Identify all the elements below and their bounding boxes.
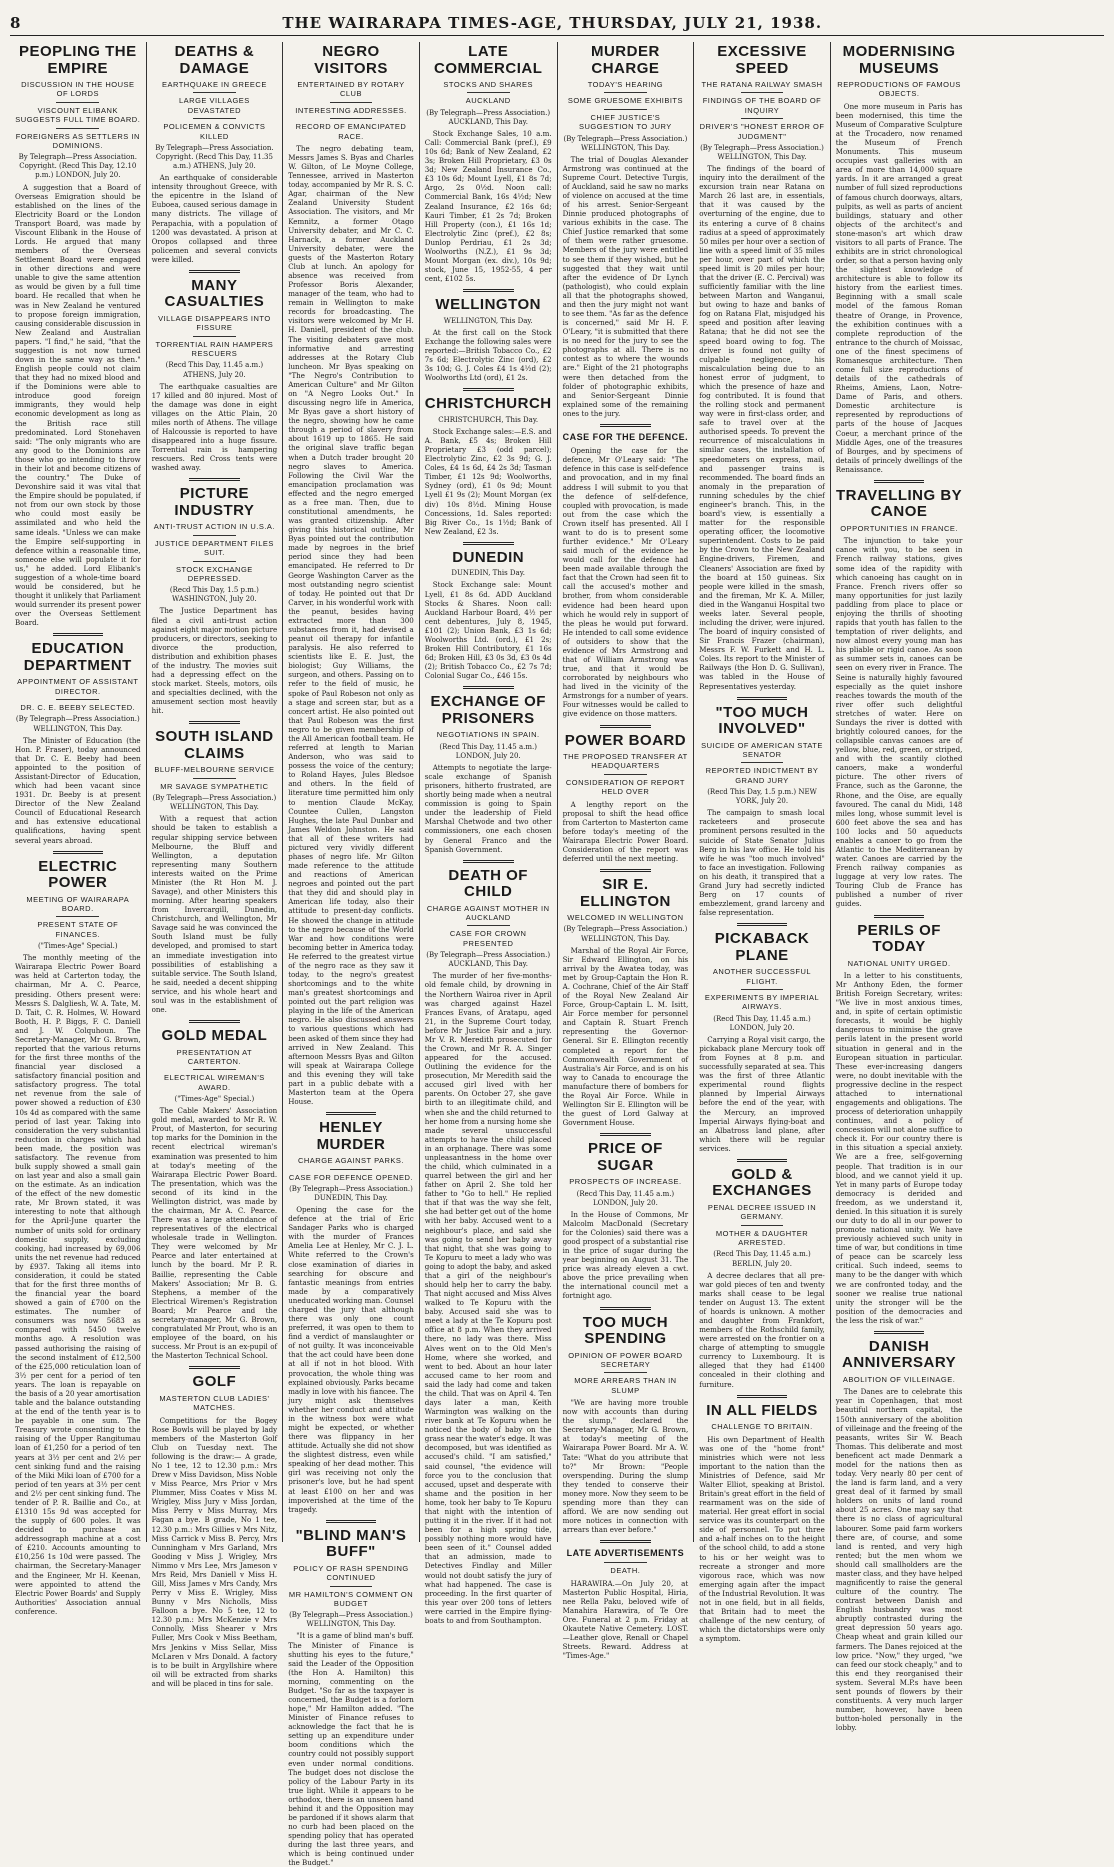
subheading: REPRODUCTIONS OF FAMOUS OBJECTS.	[837, 80, 961, 99]
subhead-divider	[193, 535, 236, 536]
subhead-divider	[193, 118, 236, 119]
headline: GOLF	[192, 1373, 237, 1391]
dateline: (Recd This Day, 1.5 p.m.) WASHINGTON, July 20.	[169, 586, 259, 604]
article-body: Opening the case for the defence, Mr O'Leary said: "The defence in this case is self-defence and provocation, and in my final address I will submit to you that the defence of self-defence, coupled with provocation, is made out from the case which the Crown itself has presented. All I want to do is to present some further evidence." Mr O'Leary said much of the evidence he would call for the defence had been made available through the fact that the Crown had seen fit to call the accused's mother and brother, from whom considerable evidence had been heard upon which he would rely in support of the pleas he would put forward. He intended to call some evidence of outsiders to show that the evidence of Mrs Armstrong and that of William Armstrong was true, and that it would be corroborated by neighbours who had lived in the vicinity of the Armstrongs for a number of years. Four witnesses would be called to give evidence on those matters.	[562, 446, 689, 719]
headline: PERILS OF TODAY	[857, 921, 941, 956]
article-divider	[326, 1112, 376, 1115]
article-divider	[463, 388, 514, 391]
article	[836, 480, 963, 909]
article-divider	[463, 289, 514, 292]
headline: MODERNISING MUSEUMS	[842, 43, 956, 77]
article-body: Competitions for the Bogey Rose Bowls will be played by lady members of the Masterton Golf Club on Tuesday next. The following is the draw:— A grade, No 1 tee, 12 to 12.30 p.m.: Mrs Drew v Miss Davidson, Miss Noble v Miss Pearce, Mrs Prior v Mrs Plummer, Miss Coates v Miss M. Wrigley, Miss Jury v Miss Jordan, Miss Perry v Miss Murray, Mrs Fagan a bye. B grade, No 1 tee, 12.30 p.m.: Mrs Gillies v Mrs Nitz, Miss Carrick v Miss B. Percy, Mrs Cunningham v Mrs Garland, Mrs Gooding v Miss J. Wrigley, Mrs Nimmo v Mrs Lee, Mrs Jameson v Mrs Reid, Mrs Daniell v Miss H. Gill, Miss James v Mrs Candy, Mrs Perry v Miss E. Wrigley, Miss Bunny v Mrs Nicholls, Miss Falloon a bye. No 5 tee, 12 to 12.30 p.m.: Mrs McKenzie v Mrs Connolly, Miss Shearer v Mrs Fuller, Mrs Cook v Miss Beetham, Mrs Jenkins v Miss Sellar, Miss McLaren v Mrs Donald. A factory is to be built in Argyllshire where oil will be extracted from sharks and will be placed in tins for sale.	[151, 1415, 278, 1688]
headline: DEATHS & DAMAGE	[174, 43, 255, 77]
subheading: DRIVER'S "HONEST ERROR OF JUDGMENT"	[699, 122, 825, 141]
article-divider	[53, 851, 103, 854]
headline: DEATH OF CHILD	[448, 866, 528, 901]
dateline: WELLINGTON, This Day.	[443, 316, 533, 325]
article-divider	[874, 915, 925, 918]
column-6	[694, 42, 831, 1644]
subheading: VISCOUNT ELIBANK SUGGESTS FULL TIME BOARD.	[15, 105, 141, 125]
subheading: MEETING OF WAIRARAPA BOARD.	[26, 894, 130, 913]
article-divider	[737, 1159, 787, 1162]
article	[425, 860, 552, 1625]
article-divider	[463, 542, 514, 545]
masthead	[10, 14, 1104, 36]
subheading: REPORTED INDICTMENT BY GRAND JURY	[705, 766, 819, 785]
headline: IN ALL FIELDS	[706, 1401, 818, 1419]
article	[288, 1520, 414, 1867]
headline: GOLD & EXCHANGES	[712, 1165, 812, 1200]
subheading: OPPORTUNITIES IN FRANCE.	[840, 523, 958, 533]
subheading: MASTERTON CLUB LADIES' MATCHES.	[159, 1393, 270, 1413]
article	[15, 851, 141, 1616]
subhead-divider	[56, 128, 99, 129]
headline: PRICE OF SUGAR	[587, 1140, 663, 1174]
article	[836, 44, 963, 474]
article-body: Stock Exchange sales:—E.S. and A. Bank, £5 4s; Broken Hill Proprietary £3 (odd parcel); Electrolytic Zinc, £2 3s 9d; G. J. Coles, £4 1s 6d, £4 2s 3d; Tasman Timber, £1 12s 9d; Woolworths, Sydney (ord), £1 0s 9d; Mount Lyell £1 9s (2); Mount Morgan (ex div) 10s 8½d. Mining House Concessions, 1d. Sales reported: Big River Co., 1s 1½d; Bank of New Zealand, £2 3s.	[424, 426, 552, 536]
article-divider	[737, 923, 787, 926]
article-body: The murder of her five-months-old female child, by drowning in the Northern Wairoa river in April was charged against Hazel Frances Evans, of Aratapu, aged 21, in the Supreme Court today, before Mr Justice Fair and a jury. Mr V. R. Meredith prosecuted for the Crown, and Mr R. A. Singer appeared for the accused. Outlining the evidence for the prosecution, Mr Meredith said the accused girl lived with her parents. On October 27, she gave birth to an illegitimate child, and when she and the child returned to her home from a nursing home she made several unsuccessful attempts to have the child placed in an orphanage. There was some unpleasantness in the home over the child, which culminated in a quarrel between the girl and her father on April 2. She told her father to "Go to hell." He replied that if that was the way she felt, she had better get out of the home with her baby. Accused went to a neighbour's place, and said she was going to send her baby away that night, that she was going to Te Kopuru to meet a lady who was going to adopt the baby, and asked that a girl of the neighbour's should help her to carry the baby. That night accused and Miss Alves walked to Te Kopuru with the baby. Accused said she was to meet a lady at the Te Kopuru post office at 8 p.m. When they arrived there, no lady was there. Miss Alves went on to the Old Men's Home, where she worked, and went to bed. About an hour later accused came to her room and said the lady had come and taken the child. That was on April 4. Ten days later a man, Keith Warmington was walking on the river bank at Te Kopuru when he noticed the body of baby on the grass near the water's edge. It was decomposed, but was identified as accused's child. "I am satisfied," said counsel, "the evidence will force you to the conclusion that accused, upset and desperate with shame and the position in her home, took her baby to Te Kopuru that night with the intention of putting it in the river. If it had not been for a high spring tide, possibly nothing more would have been seen of it." Counsel added that an admission, made to Detectives Findlay and Miller would not doubt satisfy the jury of what had happened. The case is proceeding. In the first quarter of this year over 200 tons of letters were carried in the Empire flying-boats to and from Southampton.	[424, 971, 552, 1625]
subheading: MOTHER & DAUGHTER ARRESTED.	[715, 1228, 809, 1248]
subheading: SUICIDE OF AMERICAN STATE SENATOR	[701, 740, 823, 759]
subheading: CHARGE AGAINST PARKS.	[297, 1156, 405, 1166]
subheading: SOME GRUESOME EXHIBITS	[567, 96, 683, 106]
subhead-divider	[330, 1169, 373, 1170]
dateline: CHRISTCHURCH, This Day.	[438, 415, 539, 424]
article	[425, 542, 552, 680]
article-body: The findings of the board of inquiry into the derailment of the excursion train near Ratana on March 26 last are, in essentials, that it was caused by the overturning of the engine, due to its entering a curve of 8 chains radius at a speed of approximately 50 miles per hour over a section of line with a speed limit of 35 miles per hour, over part of which the speed limit is 20 miles per hour; that the driver (E. C. Percival) was sufficiently familiar with the line between Marton and Wanganui, but owing to haze and banks of fog on Ratana Flat, misjudged his speed and position after leaving Ratana; that he did not see the speed board owing to fog. The driver is found not guilty of culpable negligence, his miscalculation being due to an honest error of judgment, to which the presence of haze and fog contributed. It is found that the rolling stock and permanent way were in first-class order, and safe to travel over at the authorised speeds. To prevent the recurrence of miscalculations in similar cases, the installation of speedometers on express, mail, and passenger trains is recommended. The board finds an anomaly in the preparation of running schedules by the chief engineer's branch. This, in the board's view, is essentially a matter for the responsible operating officer, the locomotive superintendent. Costs to be paid by the Crown to the New Zealand Engine-drivers, Firemen, and Cleaners' Association are fixed by the board at 150 guineas. Six people were killed in the smash, and the fireman, Mr K. A. Miller, died in the Wanganui Hospital two weeks later. Several people, including the driver, were injured. The board of inquiry consisted of Sir Francis Frazer (chairman), Messrs F. W. Furkett and H. L. Coles. Its report to the Minister of Railways (the Hon D. G. Sullivan), was tabled in the House of Representatives yesterday.	[699, 164, 825, 691]
dateline: (Recd This Day, 1.5 p.m.) NEW YORK, July 20.	[707, 788, 817, 806]
article-body: A suggestion that a Board of Overseas Emigration should be established on the lines of the Electricity Board or the London Transport Board, was made by Viscount Elibank in the House of Lords. He argued that many members of the Overseas Settlement Board were engaged in other directions and were unable to give the same attention as would be given by a full time board. He recalled that when he was in New Zealand he ventured to propose foreign immigration, causing considerable discussion in New Zealand and Australian papers. "I find," he said, "that the suggestion is not now turned down in the same way as then." English people could not claim that they had no mixed blood and if the Dominions were able to introduce good foreign immigrants, they would help economic development as long as the British race still predominated. Lord Stonehaven said: "The only migrants who are any good to the Dominions are those who go intending to throw in their lot and become citizens of the country." The Duke of Devonshire said it was vital that the Empire should be populated, if not from our own stock by those who could most easily be assimilated and who held the same ideals. "Unless we can make the Empire self-supporting in defence within a reasonable time, someone else will populate it for us," he added. Lord Elibank's suggestion of a whole-time board would be considered, but he thought it unlikely that Parliament would surrender its present power over the Overseas Settlement Board.	[15, 182, 141, 628]
article	[288, 1112, 414, 1514]
article	[15, 44, 141, 627]
article-body: "We are having more trouble now with accounts than during the slump," declared the Secretary-Manager, Mr G. Brown, at today's meeting of the Wairarapa Power Board. Mr A. W. Tate: "What do you attribute that to?" Mr Brown: "People overspending. During the slump they tended to conserve their money more. Now they seem to be spending more than they can afford. We are now sending out more notices in connection with arrears than ever before."	[562, 1398, 689, 1535]
subheading: WELCOMED IN WELLINGTON	[567, 913, 684, 923]
subhead-divider	[193, 561, 236, 562]
subheading: POLICEMEN & CONVICTS KILLED	[163, 122, 266, 141]
subhead-divider	[741, 118, 784, 119]
dateline: (Recd This Day, 11.45 a.m.) LONDON, July 20.	[439, 742, 537, 760]
subhead-divider	[330, 1586, 373, 1587]
subheading: FOREIGNERS AS SETTLERS IN DOMINIONS.	[15, 131, 140, 150]
article-body: With a request that action should be taken to establish a regular shipping service between Melbourne, the Bluff and Wellington, a deputation representing many Southern interests waited on the Prime Minister (the Rt Hon M. J. Savage), and other Ministers this morning. After hearing speakers from Invercargill, Dunedin, Christchurch, and Wellington, Mr Savage said he was convinced the South Island must be fully developed, and promised to start an immediate investigation into possibilities of establishing a suitable service. The South Island, he said, needed a decent shipping service, and his whole heart and soul was in the establishment of one.	[151, 814, 278, 1014]
dateline: (By Telegraph—Press Association.) WELLINGTON, This Day.	[563, 925, 688, 943]
article-body: Stock Exchange Sales, 10 a.m. Call: Commercial Bank (pref.), £9 10s 6d; Bank of New Zealand, £2 3s; Broken Hill Proprietary, £3 0s 3d; New Zealand Insurance Co., £3 10s 6d; Mount Lyell, £1 8s 7d; Argo, 2s 0½d. Noon call: Commercial Bank, 16s 4½d; New Zealand Insurance, £2 16s 6d; Kauri Timber, £1 2s 7d; Broken Hill Property (con.), £1 16s 1d; Electrolytic Zinc (pref.), £2 8s; Dunlop Perdriau, £1 2s 3d; Woolworths (N.Z.), £1 9s 3d; Mount Morgan (ex. div.), 10s 9d; stock, June 15, 1952-55, 4 per cent, £102 5s.	[424, 128, 552, 284]
headline: TRAVELLING BY CANOE	[835, 486, 963, 521]
subheading: ANOTHER SUCCESSFUL FLIGHT.	[712, 967, 812, 986]
article	[699, 923, 825, 1153]
subheading: MR SAVAGE SYMPATHETIC	[160, 781, 269, 791]
dateline: (By Telegraph—Press Association.) WELLINGTON, This Day.	[700, 143, 824, 161]
subhead-divider	[330, 102, 373, 103]
article	[152, 721, 278, 1014]
article-body: The campaign to smash local racketeers and prosecute prominent persons resulted in the suicide of State Senator Julius Berg in his law office. He told his wife he was "too much involved" to face an investigation. Following on his death, it transpired that a Grand Jury had secretly indicted Berg on 17 counts of embezzlement, grand larceny and false representation.	[699, 808, 825, 918]
article	[836, 915, 963, 1325]
subhead-divider	[741, 92, 784, 93]
headline: LATE COMMERCIAL	[434, 43, 543, 77]
subheading: NATIONAL UNITY URGED.	[847, 958, 951, 968]
article	[699, 1159, 825, 1389]
article	[152, 478, 278, 715]
headline: PICKABACK PLANE	[714, 930, 810, 964]
subhead-divider	[56, 102, 99, 103]
article-body: One more museum in Paris has been modernised, this time the Museum of Comparative Sculpture at the Trocadero, now renamed the Museum of French Monuments. This museum occupies vast galleries with an area of more than 14,000 square yards. In it are arranged a great number of full sized reproductions of famous church doorways, altars, pulpits, as well as parts of ancient buildings, statuary and other objects of the architect's and stone-mason's art which draw visitors to all parts of France. The exhibits are in strict chronological order, so that a person having only the slightest knowledge of architecture is able to follow its history from the earliest times. Beginning with a small scale model of the famous Roman theatre of Orange, in Provence, the exhibition continues with a complete reproduction of the entrance to the church of Moissac, one of the finest specimens of Romanesque architecture. Then come full size reproductions of details of the cathedrals of Rheims, Amiens, Laon, Notre-Dame of Paris, and others. Domestic architecture is represented by reproductions of parts of the house of Jacques Coeur, a merchant prince of the Middle Ages, one of the treasures of Bourges, and by specimens of details of princely dwellings of the Renaissance.	[835, 101, 963, 474]
article	[836, 1331, 963, 1732]
article-body: At the first call on the Stock Exchange the following sales were reported:—British Tobacco Co., £2 7s 6d; Electrolytic Zinc (ord), £2 3s 10d; G. J. Coles £4 1s 4½d (2); Woolworths Ltd (ord), £1 2s.	[424, 327, 552, 383]
dateline: (By Telegraph—Press Association.) WELLINGTON, This Day.	[15, 715, 140, 733]
article-divider	[189, 1366, 239, 1369]
article-body: In a letter to his constituents, Mr Anthony Eden, the former British Foreign Secretary, writes: "We live in most anxious times, and, in spite of certain optimistic forecasts, it would be highly dangerous to minimise the grave perils latent in the present world situation in general and in the European situation in particular. These ever-increasing dangers were, no doubt inevitable with the progressive decline in the respect attached to international engagements and obligations. The process of deterioration unhappily continues, and a policy of concession will not alone suffice to check it. For our country there is in this situation a special anxiety. We are a free, self-governing people. That tradition is in our blood, and we cannot yield it up. Yet in many parts of Europe today democracy is derided and freedom, as we understand it, denied. In this situation it is surely our duty to do all in our power to promote national unity. We have previously achieved such unity in time of war, but conditions in time of peace can be scarcely less critical. Such indeed, seems to many to be the danger with which we are confronted today, and the sooner we realise true national unity the stronger will be the position of the democracies and the less the risk of war."	[835, 970, 963, 1325]
headline: EXCHANGE OF PRISONERS	[430, 693, 546, 727]
article-divider	[463, 686, 514, 689]
subhead-divider	[467, 925, 510, 926]
article-body: The Justice Department has filed a civil anti-trust action against eight major motion picture producers, or directors, seeking to divorce the production, distribution and exhibition phases of the industry. The movies suit had a depressing effect on the stock market. Steels, motors, oils and specialties declined, with the amusement section most heavily hit.	[151, 606, 278, 716]
article-body: Opening the case for the defence at the trial of Eric Sandager Parks who is charged with the murder of Frances Amelia Lee at Henley, Mr C. J. L. White referred to the Crown's close examination of diaries in searching for obscure and fantastic meanings from entries made by a comparatively uneducated working man. Counsel charged the jury that although there was only one count preferred, it was open to them to find a verdict of manslaughter or of not guilty. It was inconceivable that the act could have been done at all if not in hot blood. With provocation, the whole thing was explained obviously. Parks became madly in love with his fiancee. The jury might ask themselves whether her conduct and attitude in the witness box were what might be expected, or whether there was flippancy in her attitude. Actually she did not show the slightest distress, even while speaking of her dead mother. This girl was receiving not only the prisoner's love, but he had spent at least £100 on her and was impoverished at the time of the tragedy.	[288, 1205, 414, 1514]
article	[563, 1307, 689, 1535]
article-body: Attempts to negotiate the large-scale exchange of Spanish prisoners, hitherto frustrated, are shortly being made when a neutral commission is going to Spain under the leadership of Field Marshal Chetwode and two other commissioners, one each chosen by General Franco and the Spanish Government.	[424, 762, 552, 854]
subhead-divider	[330, 118, 373, 119]
page-number: 8	[10, 14, 21, 32]
subheading: CHARGE AGAINST MOTHER IN AUCKLAND	[426, 903, 550, 923]
subheading: INTERESTING ADDRESSES.	[295, 105, 407, 115]
subheading: CHIEF JUSTICE'S SUGGESTION TO JURY	[579, 112, 672, 132]
headline: MANY CASUALTIES	[164, 276, 265, 311]
subheading: OPINION OF POWER BOARD SECRETARY	[568, 1350, 683, 1369]
article-body: His own Department of Health was one of the "home front" ministries which were not less important to the nation than the Ministries of Defence, said Mr Walter Elliot, speaking at Bristol. Britain's great effort in the field of rearmament was on the side of material. Her great effort in social service was its counterpart on the side of personnel. To put three and a-half inches on to the height of the school child, to add a stone to his or her weight was to recreate a stronger and more vigorous race, which was now emerging again after the impact of the Industrial Revolution. It was not in one field, but in all fields, that Britain had to meet the challenge of the new century, of which the dictatorships were only a symptom.	[699, 1434, 825, 1644]
subheading: EXPERIMENTS BY IMPERIAL AIRWAYS.	[704, 992, 820, 1012]
article-divider	[189, 270, 239, 273]
dateline: (Recd This Day, 11.45 a.m.) BERLIN, July 20.	[713, 1250, 811, 1268]
article	[563, 44, 689, 418]
dateline: ("Times-Age" Special.)	[174, 1095, 255, 1104]
article-divider	[737, 697, 787, 700]
column-3	[283, 42, 420, 1867]
subhead-divider	[56, 916, 99, 917]
headline: TOO MUCH SPENDING	[582, 1313, 669, 1348]
headline: DUNEDIN	[452, 548, 525, 566]
article-divider	[600, 1307, 650, 1310]
dateline: (By Telegraph—Press Association.) WELLINGTON, This Day.	[563, 134, 688, 152]
newspaper-columns	[10, 42, 1104, 1867]
subheading: VILLAGE DISAPPEARS INTO FISSURE	[158, 313, 271, 333]
subheading: NEGOTIATIONS IN SPAIN.	[436, 730, 540, 740]
article-body: A decree declares that all pre-war gold pieces of ten and twenty marks shall cease to be legal tender on August 13. The extent of hoards is unknown. A mother and daughter from Frankfort, members of the Rothschild family, were arrested on the frontier on a charge of attempting to smuggle currency to Luxembourg. It is alleged that they had £1400 concealed in their clothing and furniture.	[699, 1270, 825, 1389]
subheading: ELECTRICAL WIREMAN'S AWARD.	[164, 1073, 265, 1092]
subheading: FINDINGS OF THE BOARD OF INQUIRY	[702, 96, 822, 115]
column-5	[558, 42, 695, 1661]
column-7	[831, 42, 968, 1733]
subhead-divider	[56, 699, 99, 700]
subhead-divider	[193, 336, 236, 337]
subheading: STOCKS AND SHARES	[443, 80, 534, 89]
article	[425, 289, 552, 382]
headline: NEGRO VISITORS	[314, 43, 388, 77]
article	[563, 424, 689, 719]
dateline: ("Times-Age" Special.)	[37, 942, 118, 951]
subheading: PENAL DECREE ISSUED IN GERMANY.	[707, 1202, 817, 1222]
article-body: The negro debating team, Messrs James S. Byas and Charles W. Gilton, of Le Moyne College, Tennessee, arrived in Masterton today, accompanied by Mr R. S. C. Agar, chairman of the New Zealand University Student Association. The visitors, and Mr Kemnitz, a former Otago University debater, and Mr C. C. Harnack, a former Auckland University debater, were the guests of the Masterton Rotary Club at lunch. An apology for absence was received from Professor Boris Alexander, manager of the team, who had to remain in Wellington to make records for broadcasting. The visitors were welcomed by Mr H. H. Daniell, president of the club. The visiting debaters gave most informative and arresting addresses at the Rotary Club luncheon. Mr Byas speaking on "The Negro's Contribution to American Culture" and Mr Gilton on "A Negro Looks Out." In discussing negro life in America, Mr Byas gave a short history of the negro, showing how he came through a period of slavery from about 1619 up to 1865. He said the original slave traffic began when a Dutch trader brought 20 negro slaves to America. Following the Civil War the emancipation proclamation was effected and the negro emerged as a free man. Then, due to constitutional amendments, he was granted citizenship. After giving this historical outline, Mr Byas pointed out the contribution made by negroes in the brief period since they had been emancipated. He referred to Dr George Washington Carver as the most outstanding negro scientist of today. He pointed out that Dr Carver, in his wonderful work with the peanut, besides having extracted more than 300 substances from it, had devised a peanut oil therapy for infantile paralysis. He also referred to scientists like E. E. Just, the biologist; Guy Williams, the surgeon, and others. Passing on to refer to the field of music, he spoke of Paul Robeson not only as a stage and screen star, but as a concert artist. He also pointed out that Paul Robeson was the first negro to be given membership of the All American football team. He referred at length to Marian Anderson, who was said to possess the voice of the century; to Roland Hayes, Jules Bledsoe and others. In the field of literature time permitted him only to mention Claude McKay, Countee Cullen, Langston Hughes, the late Paul Dunbar and James Weldon Johnston. He said that all of these writers had pictured very vividly different phases of negro life. Mr Gilton made reference to the attitude and reactions of American negroes and pointed out the part that they did and should play in American life today, also their attitude to present-day conflicts. He showed the change in attitude to the negro because of the World War and how conditions were becoming better in America today. He referred to the greatest virtue of the negro race as they saw it today, to the negro's greatest shortcomings and to the white man's greatest shortcomings and pointed out the part religion was playing in the life of the American negro. He also discussed answers to various questions which had been asked of them since they had arrived in New Zealand. This afternoon Messrs Byas and Gilton will speak at Wairarapa College and this evening they will take part in a public debate with a Masterton team at the Opera House.	[288, 143, 414, 1107]
subheading: STOCK EXCHANGE DEPRESSED.	[175, 564, 253, 583]
article	[15, 633, 141, 844]
subheading: RECORD OF EMANCIPATED RACE.	[295, 122, 407, 141]
subheading: EARTHQUAKE IN GREECE	[161, 80, 267, 89]
headline: PEOPLING THE EMPIRE	[18, 43, 137, 77]
article	[152, 1366, 278, 1688]
subheading: DR. C. E. BEEBY SELECTED.	[20, 703, 136, 713]
article-divider	[874, 1331, 925, 1334]
article-divider	[600, 424, 650, 427]
headline: EXCESSIVE SPEED	[717, 43, 807, 77]
headline: SOUTH ISLAND CLAIMS	[155, 728, 274, 762]
article-body: HARAWIRA.—On July 20, at Masterton Public Hospital, Hiria, nee Rella Paku, beloved wife of Manahira Harawira, of Te Ore Ore. Funeral at 2 p.m. Friday at Okautete Native Cemetery. LOST.—Leather glove, Renall or Chapel Streets. Reward. Address at "Times-Age."	[562, 1578, 689, 1661]
article	[699, 697, 825, 918]
article	[425, 686, 552, 853]
headline: "BLIND MAN'S BUFF"	[295, 1526, 407, 1561]
subhead-divider	[193, 92, 236, 93]
article	[288, 44, 414, 1106]
article	[699, 1395, 825, 1644]
subheading: MR HAMILTON'S COMMENT ON BUDGET	[288, 1589, 414, 1608]
dateline: (By Telegraph—Press Association.) AUCKLAND, This Day.	[426, 108, 551, 126]
dateline: (Recd This Day, 11.45 a.m.) LONDON, July 20.	[576, 1189, 675, 1207]
headline: HENLEY MURDER	[316, 1119, 386, 1153]
article	[152, 44, 278, 264]
article-divider	[737, 1395, 787, 1398]
subheading: MORE ARREARS THAN IN SLUMP	[574, 1376, 677, 1395]
subheading: POLICY OF RASH SPENDING CONTINUED	[293, 1563, 409, 1583]
article	[563, 725, 689, 864]
subheading: PRESENT STATE OF FINANCES.	[37, 920, 119, 939]
headline: SIR E. ELLINGTON	[579, 876, 671, 910]
article-divider	[463, 860, 514, 863]
dateline: By Telegraph—Press Association. Copyright. (Recd This Day, 11.35 a.m.) ATHENS, July 20.	[155, 143, 274, 171]
subheading: CASE FOR DEFENCE OPENED.	[288, 1172, 414, 1182]
subhead-divider	[604, 92, 647, 93]
dateline: By Telegraph—Press Association. Copyright. (Recd This Day, 12.10 p.m.) LONDON, July 20.	[18, 153, 137, 180]
article-divider	[874, 480, 925, 483]
subhead-divider	[604, 774, 647, 775]
subheading: DISCUSSION IN THE HOUSE OF LORDS	[21, 80, 135, 99]
headline: DANISH ANNIVERSARY	[842, 1337, 957, 1372]
subheading: AUCKLAND	[465, 96, 511, 106]
column-4	[420, 42, 558, 1625]
headline: CHRISTCHURCH	[424, 395, 552, 413]
subhead-divider	[193, 778, 236, 779]
article-body: The injunction to take your canoe with you, to be seen in French railway stations, gives some idea of the rapidity with which canoeing has caught on in France. French rivers offer so many opportunities for just lazily paddling from place to place or enjoying the thrills of shooting rapids that youth has fallen to the temptation of river delights, and now almost every young man has his pliable or rigid canoe. As soon as summer sets in, canoes can be seen on every river in France. The Seine is naturally highly favoured especially as the quiet inshore reaches towards the mouth of the river offer such delightful stretches of water. Here on Sundays the river is dotted with brightly coloured canoes, for the collapsible canvas canoes are of yellow, blue, red, green, or striped, and with the scantily clothed canoers, make a wonderful picture. The other rivers of France, such as the Garonne, the Rhone, and the Oise, are equally favoured. The canal du Midi, 148 miles long, whose summit level is 600 feet above the sea and has 100 locks and 50 aqueducts enables a canoer to go from the Atlantic to the Mediterranean by water. Canoes are carried by the French railway companies as luggage at very low rates. The Touring Club de France has published a number of river guides.	[835, 536, 963, 909]
article-body: A lengthy report on the proposal to shift the head office from Carterton to Masterton came before today's meeting of the Wairarapa Electric Power Board. Consideration of the report was deferred until the next meeting.	[562, 799, 689, 864]
article	[425, 44, 552, 283]
article-body: An earthquake of considerable intensity throughout Greece, with the epicentre in the Island of Euboea, caused serious damage in many districts. The village of Perapachia, with a population of 1200 was devastated. A prison at Oropos collapsed and three policemen and several convicts were killed.	[151, 173, 278, 264]
subheading: ENTERTAINED BY ROTARY CLUB	[297, 80, 405, 99]
dateline: (Recd This Day, 11.45 a.m.) LONDON, July 20.	[713, 1014, 811, 1032]
headline: "TOO MUCH INVOLVED"	[715, 703, 809, 738]
article	[563, 869, 689, 1127]
dateline: DUNEDIN, This Day.	[451, 569, 525, 578]
subheading: PROSPECTS OF INCREASE.	[569, 1177, 682, 1187]
subheading: THE RATANA RAILWAY SMASH	[701, 80, 823, 89]
article-body: The Danes are to celebrate this year in Copenhagen, that most beautiful northern capital, the 150th anniversary of the abolition of villeinage and the freeing of the peasants, writes Sir W. Beach Thomas. This deliberate and most beneficent act made Denmark a model for the nations then as today. Very nearly 80 per cent of the land is farm land, and a very great deal of it farmed by small holders on units of land round about 25 acres. One may say that there is no class of agricultural labourer. Some paid farm workers there are, of course, and some land is rented, and very high rented; but the men whom we should call smallholders are the master class, and they have helped magnificently to raise the general culture of the country. The contrast between Danish and English husbandry was most abruptly contrasted during the great depression 50 years ago. Cheap wheat and grain killed our farmers. The Danes rejoiced at the low price. "Now," they urged, "we can feed our stock cheaply," and to this end they reorganised their system. Several M.P.s have been sent pounds of flowers by their constituents. A very much larger number, however, have been button-holed personally in the lobby.	[835, 1387, 963, 1733]
subheading: ANTI-TRUST ACTION IN U.S.A.	[153, 522, 276, 532]
headline: EDUCATION DEPARTMENT	[23, 640, 132, 674]
headline: ELECTRIC POWER	[38, 857, 118, 892]
article-body: Marshal of the Royal Air Force, Sir Edward Ellington, on his arrival by the Awatea today, was met by Group-Captain the Hon R. A. Cochrane, Chief of the Air Staff of the Royal New Zealand Air Force, Group-Captain L. M. Isitt, Air Force member for personnel and Captain R. Stuart French representing the Governor-General. Sir E. Ellington recently completed a report for the Commonwealth Government of Australia's Air Force, and is on his way to Canada to encourage the manufacture there of bombers for the Royal Air Force. While in Wellington Sir E. Ellington will be the guest of Lord Galway at Government House.	[562, 945, 689, 1128]
headline: GOLD MEDAL	[161, 1027, 268, 1045]
article	[563, 1540, 689, 1660]
article-body: In the House of Commons, Mr Malcolm MacDonald (Secretary for the Colonies) said there was a good prospect of a substantial rise in the price of sugar during the year beginning on August 31. The price was already eleven a cwt. above the price prevailing when the international council met a fortnight ago.	[562, 1209, 689, 1301]
article-body: The trial of Douglas Alexander Armstrong was continued at the Supreme Court. Detective Turgis, of Auckland, said he saw no marks of violence on accused at the time of his arrest. Senior-Sergeant Dinnie produced photographs of various exhibits in the case. The Chief Justice remarked that some of them were rather gruesome. Members of the jury were entitled to see them if they wished, but he suggested that they wait until after the evidence of Dr Lynch (pathologist), who could explain all that the photographs showed, and then the jury might not want to see them. "As far as the defence is concerned," said Mr H. F. O'Leary, "it is submitted that there is no need for the jury to see the photographs at all. There is no contest as to where the wounds are." Eight of the 21 photographs were then detached from the folder of photographic exhibits, and Senior-Sergeant Dinnie explained some of the remaining ones to the jury.	[562, 154, 689, 418]
article-body: Stock Exchange sale: Mount Lyell, £1 8s 6d. ADD Auckland Stocks & Shares. Noon call: Auckland Harbour Board, 4½ per cent debentures, July 8, 1945, £101 (2); Union Bank, £3 1s 6d; Woolworths Ltd. (ord.), £1 2s; Broken Hill Contributory, £1 16s 6d; Broken Hill, £3 0s 3d, £3 0s 4d (2); British Tobacco Co., £2 7s 7d; Colonial Sugar Co., £46 15s.	[424, 580, 552, 681]
headline: MURDER CHARGE	[590, 43, 660, 77]
article	[563, 1133, 689, 1300]
subheading: CASE FOR CROWN PRESENTED	[449, 929, 527, 948]
article-body: The earthquake casualties are 17 killed and 80 injured. Most of the damage was done in eight villages on the Attic Plain, 20 miles north of Athens. The village of Halcoussie is reported to have disappeared into a huge fissure. Torrential rain is hampering rescuers. Red Cross tents were washed away.	[151, 381, 278, 473]
article-body: Carrying a Royal visit cargo, the pickaback plane Mercury took off from Foynes at 8 p.m. and successfully separated at sea. This was the first of three Atlantic experimental round flights planned by Imperial Airways before the end of the year, with the Mercury, an improved Imperial Airways flying-boat and an Albatross land plane, after which there will be regular services.	[699, 1034, 825, 1153]
article-divider	[600, 1133, 650, 1136]
headline: PICTURE INDUSTRY	[174, 485, 255, 519]
article-body: The Minister of Education (the Hon. P. Fraser), today announced that Dr. C. E. Beeby had been appointed to the position of Assistant-Director of Education, which had been vacant since 1931. Dr. Beeby is at present Director of the New Zealand Council of Educational Research and has extensive educational qualifications, having spent several years abroad.	[15, 735, 141, 845]
subhead-divider	[467, 92, 510, 93]
article-divider	[326, 1520, 376, 1523]
subheading: LARGE VILLAGES DEVASTATED	[179, 96, 250, 115]
subhead-divider	[604, 109, 647, 110]
subheading: TODAY'S HEARING	[587, 80, 664, 89]
dateline: (By Telegraph—Press Association.) AUCKLAND, This Day.	[426, 951, 551, 969]
article	[152, 270, 278, 472]
article-divider	[189, 721, 239, 724]
subheading: CHALLENGE TO BRITAIN.	[711, 1422, 813, 1432]
subhead-divider	[741, 989, 784, 990]
article	[425, 388, 552, 536]
subheading: JUSTICE DEPARTMENT FILES SUIT.	[154, 538, 274, 558]
subheading: TORRENTIAL RAIN HAMPERS RESCUERS	[155, 339, 274, 359]
article-divider	[600, 1540, 650, 1543]
dateline: (By Telegraph—Press Association.) WELLINGTON, This Day.	[289, 1611, 413, 1629]
headline: POWER BOARD	[564, 731, 687, 749]
masthead-title: THE WAIRARAPA TIMES-AGE, THURSDAY, JULY 21, 1938.	[282, 14, 823, 32]
article-divider	[600, 869, 650, 872]
subheading: PRESENTATION AT CARTERTON.	[176, 1047, 253, 1066]
subhead-divider	[604, 1372, 647, 1373]
column-1	[10, 42, 147, 1616]
article-divider	[189, 1020, 239, 1023]
subheading: THE PROPOSED TRANSFER AT HEADQUARTERS	[563, 752, 688, 771]
subheading: ABOLITION OF VILLEINAGE.	[842, 1374, 956, 1384]
article-divider	[53, 633, 103, 636]
article	[152, 1020, 278, 1360]
subheading: CONSIDERATION OF REPORT HELD OVER	[565, 777, 685, 797]
subheading: BLUFF-MELBOURNE SERVICE	[154, 765, 275, 775]
subheading: DEATH.	[610, 1566, 641, 1576]
dateline: (By Telegraph—Press Association.) DUNEDIN, This Day.	[289, 1184, 413, 1202]
article-body: The Cable Makers' Association gold medal, awarded to Mr R. W. Prout, of Masterton, for securing top marks for the Dominion in the recent electrical wireman's examination was presented to him at today's meeting of the Wairarapa Electric Power Board. The presentation, which was the second of its kind in the Wellington district, was made by the chairman, Mr A. C. Pearce. There was a large attendance of representatives of the electrical wholesale trade in Wellington. They were welcomed by Mr Pearce and later entertained at lunch by the board. Mr P. R. Baillie, representing the Cable Makers' Association; Mr B. G. Stephens, a member of the Electrical Wiremen's Registration Board; Mr Pearce and the secretary-manager, Mr G. Brown, congratulated Mr Prout, who is an employee of the board, on his success. Mr Prout is an ex-pupil of the Masterton Technical School.	[151, 1106, 278, 1361]
subheading: APPOINTMENT OF ASSISTANT DIRECTOR.	[17, 677, 139, 696]
article-body: "It is a game of blind man's buff. The Minister of Finance is shutting his eyes to the future," said the Leader of the Opposition (the Hon A. Hamilton) this morning, commenting on the Budget. "So far as the taxpayer is concerned, the Budget is a forlorn hope," Mr Hamilton added. "The Minister of Finance refuses to acknowledge the fact that he is setting up an expenditure under boom conditions which the country could not possibly support even under normal conditions. The budget does not disclose the policy of the Labour Party in its true light. While it appears to be orthodox, there is an unseen hand behind it and the Opposition may be pardoned if it shows alarm that no curb had been placed on the spending policy that has operated during the last three years, and which is being continued under the Budget."	[288, 1631, 414, 1867]
headline: WELLINGTON	[435, 296, 541, 314]
dateline: (Recd This Day, 11.45 a.m.) ATHENS, July 20.	[165, 361, 264, 379]
subhead-divider	[604, 1562, 647, 1563]
article-divider	[189, 478, 239, 481]
subheading: CASE FOR THE DEFENCE.	[562, 431, 689, 442]
article-body: The monthly meeting of the Wairarapa Electric Power Board was held at Carterton today, the chairman, Mr A. C. Pearce, presiding. Others present were: Messrs S. Dalgliesh, W. A. Tate, M. D. Tait, C. R. Holmes, W. Howard Booth, H. P. Biggs, F. C. Daniell and J. W. Colquhoun. The Secretary-Manager, Mr G. Brown, reported that the various returns for the first three months of the financial year disclosed a satisfactory financial position and satisfactory progress. The total net revenue from the sale of power showed a reduction of £30 10s 4d as compared with the same period of last year. Taking into consideration the very substantial reduction in charges which had been made, the position was satisfactory. The revenue from bulk supply showed a small gain on last year and also a small gain on the estimate. As an indication of the effect of the new domestic rate, Mr Brown stated, it was interesting to note that although for the April-June quarter the number of units sold for ordinary domestic supply, excluding cooking, had increased by 69,006 units the net revenue had reduced by £937. Taking all items into consideration, it could be stated that for the first three months of the financial year the board showed a gain of £700 on the estimates. The number of consumers was now 5683 as compared with 5450 twelve months ago. A resolution was passed authorising the raising of the second instalment of £12,500 of the £25,000 reticulation loan of 3½ per cent for a period of ten years. The loan is repayable on the basis of a 20 year amortisation table and the balance outstanding at the end of the tenth year is to be payable in one sum. The Treasury wrote consenting to the raising of the Upper Rangitumau loan of £1,250 for a period of ten years at 3½ per cent and 2½ per cent sinking fund and the raising of the Miki Miki loan of £700 for a period of ten years at 3½ per cent and 2½ per cent sinking fund. The tender of P. R. Baillie and Co., at £1310 15s 9d was accepted for the supply of 600 poles. It was decided to purchase an addressograph machine at a cost of £210. Accounts amounting to £10,256 1s 10d were passed. The chairman, the Secretary-Manager and the Engineer, Mr H. Keenan, were appointed to attend the Electric Power Boards' and Supply Authorities' Association annual conference.	[15, 953, 141, 1616]
column-2	[147, 42, 284, 1688]
article-divider	[600, 725, 650, 728]
subhead-divider	[741, 1225, 784, 1226]
dateline: (By Telegraph—Press Association.) WELLINGTON, This Day.	[152, 794, 277, 812]
subheading: LATE ADVERTISEMENTS	[566, 1548, 685, 1559]
article	[699, 44, 825, 691]
subhead-divider	[741, 762, 784, 763]
subhead-divider	[193, 1069, 236, 1070]
